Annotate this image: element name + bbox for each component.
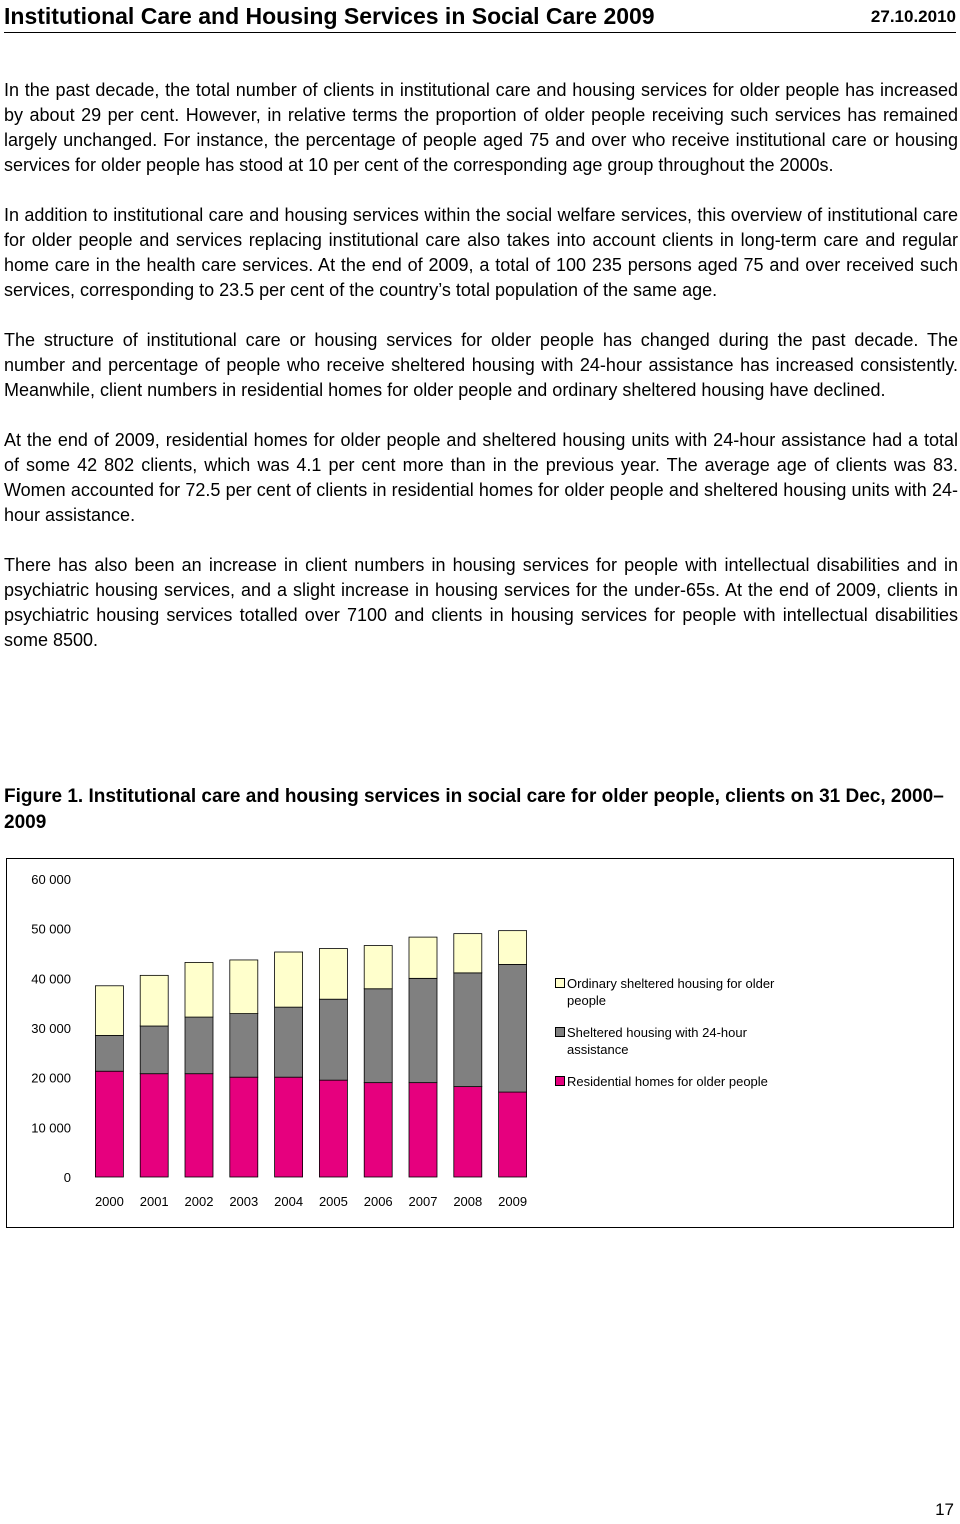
bar-segment-sheltered-24h xyxy=(454,973,482,1087)
bar-segment-sheltered-24h xyxy=(364,989,392,1083)
legend-swatch-residential xyxy=(555,1076,565,1086)
y-tick-label: 50 000 xyxy=(31,921,71,937)
legend-item-ordinary xyxy=(555,975,775,1009)
x-tick-label: 2002 xyxy=(184,1194,214,1209)
paragraph-5: There has also been an increase in client numbers in housing services for people with intellectual disabilities and in psychiatric housing services, and a slight increase in housing services for the under-65s. At the end of 2009, clients in psychiatric housing services totalled over 7100 and clients in housing services for people with intellectual disabilities some 8500. xyxy=(4,555,958,650)
bar-segment-ordinary xyxy=(364,946,392,989)
body-text xyxy=(4,78,958,678)
chart-container xyxy=(6,858,954,1228)
y-tick-label: 30 000 xyxy=(31,1021,71,1036)
bar-segment-residential xyxy=(454,1087,482,1177)
y-tick-label: 20 000 xyxy=(31,1070,71,1086)
bar-segment-ordinary xyxy=(454,934,482,973)
bar-segment-ordinary xyxy=(95,986,123,1036)
bar-segment-residential xyxy=(319,1080,347,1177)
legend-swatch-ordinary xyxy=(555,978,565,988)
paragraph-2: In addition to institutional care and housing services within the social welfare services, this overview of institutional care for older people and services replacing institutional care also takes into account clients in long-term care and regular home care in the health care services. At the end of 2009, a total of 100 235 persons aged 75 and over received such services, corresponding to 23.5 per cent of the country’s total population of the same age. xyxy=(4,205,958,300)
legend-label-ordinary: Ordinary sheltered housing for older people xyxy=(567,976,775,1008)
bar-segment-sheltered-24h xyxy=(185,1017,213,1074)
document-date: 27.10.2010 xyxy=(870,7,956,26)
bar-segment-sheltered-24h xyxy=(499,964,527,1092)
x-tick-label: 2004 xyxy=(274,1194,304,1209)
legend-item-sheltered-24h xyxy=(555,1024,775,1058)
document-title: Institutional Care and Housing Services in Social Care 2009 xyxy=(4,3,655,29)
x-tick-label: 2006 xyxy=(363,1194,393,1209)
page-header xyxy=(4,2,956,33)
bar-segment-sheltered-24h xyxy=(230,1014,258,1078)
y-tick-label: 40 000 xyxy=(31,971,71,987)
bar-segment-ordinary xyxy=(499,931,527,965)
x-tick-label: 2008 xyxy=(453,1194,483,1209)
bar-segment-sheltered-24h xyxy=(140,1026,168,1074)
bar-segment-ordinary xyxy=(230,960,258,1014)
bar-segment-residential xyxy=(364,1083,392,1177)
bar-segment-sheltered-24h xyxy=(275,1007,303,1077)
legend-label-sheltered-24h: Sheltered housing with 24-hour assistance xyxy=(567,1025,747,1057)
bar-segment-residential xyxy=(140,1074,168,1177)
x-tick-label: 2007 xyxy=(408,1194,438,1209)
legend-swatch-sheltered-24h xyxy=(555,1027,565,1037)
bar-segment-ordinary xyxy=(409,937,437,978)
bar-segment-ordinary xyxy=(275,952,303,1007)
x-tick-label: 2005 xyxy=(318,1194,348,1209)
x-tick-label: 2003 xyxy=(229,1194,259,1209)
stacked-bar-chart xyxy=(7,859,953,1227)
bar-segment-sheltered-24h xyxy=(409,978,437,1082)
bar-segment-sheltered-24h xyxy=(95,1035,123,1071)
x-tick-label: 2001 xyxy=(139,1194,169,1209)
page-number: 17 xyxy=(935,1500,954,1519)
bar-segment-sheltered-24h xyxy=(319,999,347,1080)
y-tick-label: 0 xyxy=(63,1170,71,1185)
bar-segment-ordinary xyxy=(319,949,347,1000)
x-tick-label: 2009 xyxy=(498,1194,528,1209)
paragraph-1: In the past decade, the total number of clients in institutional care and housing services for older people has increased by about 29 per cent. However, in relative terms the proportion of older people receiving such services has remained largely unchanged. For instance, the percentage of people aged 75 and over who receive institutional care or housing services for older people has stood at 10 per cent of the corresponding age group throughout the 2000s. xyxy=(4,80,958,175)
bar-segment-residential xyxy=(499,1092,527,1177)
bar-segment-residential xyxy=(409,1083,437,1177)
bar-segment-residential xyxy=(95,1071,123,1177)
bar-segment-residential xyxy=(185,1074,213,1177)
y-tick-label: 10 000 xyxy=(31,1120,71,1136)
bar-segment-ordinary xyxy=(140,975,168,1026)
bar-segment-residential xyxy=(275,1077,303,1177)
figure-caption: Figure 1. Institutional care and housing services in social care for older people, clients on 31 Dec, 2000–2009 xyxy=(4,786,944,833)
y-tick-label: 60 000 xyxy=(31,872,71,887)
legend-item-residential xyxy=(555,1073,775,1090)
paragraph-3: The structure of institutional care or housing services for older people has changed during the past decade. The number and percentage of people who receive sheltered housing with 24-hour assistance has increased consistently. Meanwhile, client numbers in residential homes for older people and ordinary sheltered housing have declined. xyxy=(4,330,958,400)
x-tick-label: 2000 xyxy=(94,1194,124,1209)
bar-segment-ordinary xyxy=(185,962,213,1017)
paragraph-4: At the end of 2009, residential homes for older people and sheltered housing units with 24-hour assistance had a total of some 42 802 clients, which was 4.1 per cent more than in the previous year. The average age of clients was 83. Women accounted for 72.5 per cent of clients in residential homes for older people and sheltered housing units with 24-hour assistance. xyxy=(4,430,958,525)
legend-label-residential: Residential homes for older people xyxy=(567,1074,768,1089)
bar-segment-residential xyxy=(230,1077,258,1177)
chart-legend xyxy=(555,975,775,1105)
